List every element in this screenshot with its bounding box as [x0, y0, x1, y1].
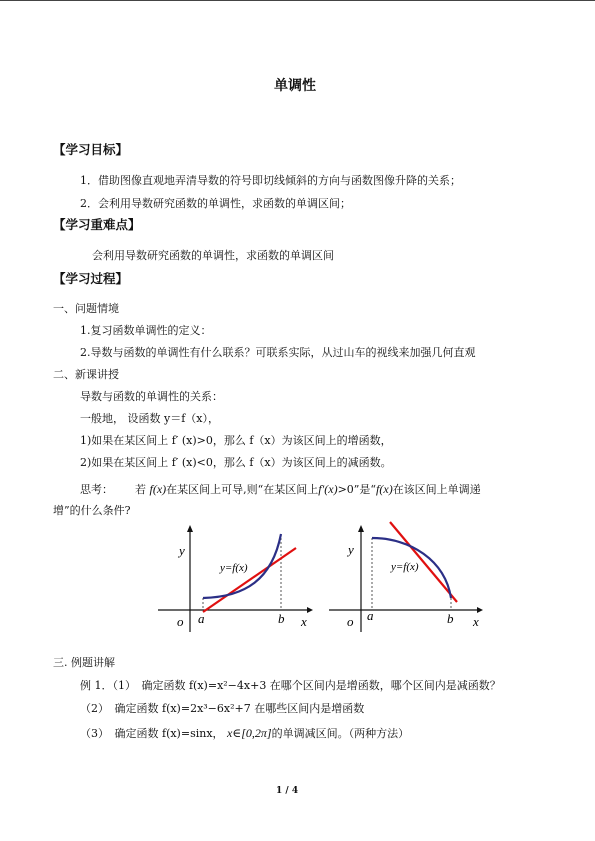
part1-item-1: 1.复习函数单调性的定义：: [80, 324, 212, 337]
example-1-2: （2） 确定函数 f(x)=2x³−6x²+7 在哪些区间内是增函数: [80, 702, 365, 715]
example-1-3-prefix: （3） 确定函数 f(x)=sinx，: [80, 727, 224, 740]
part2-heading: 二、新课讲授: [53, 368, 119, 381]
b-label: b: [447, 611, 454, 626]
process-heading: 【学习过程】: [53, 271, 129, 286]
top-border-line: [0, 0, 595, 1]
curve-label: y=f(x): [220, 562, 248, 574]
origin-label: o: [347, 614, 354, 629]
curve-label: y=f(x): [391, 561, 419, 573]
x-axis-arrow: [307, 607, 313, 613]
fx-expression-2: f(x): [376, 482, 393, 496]
think-text-4: 增”的什么条件?: [53, 504, 131, 517]
key-points-heading: 【学习重难点】: [53, 217, 141, 232]
think-text-1: 在某区间上可导,则“在某区间上: [166, 483, 319, 496]
think-text-2: >0”是“: [337, 483, 377, 496]
a-label: a: [198, 611, 205, 626]
key-points-text: 会利用导数研究函数的单调性，求函数的单调区间: [92, 249, 334, 262]
goals-heading: 【学习目标】: [53, 142, 129, 157]
x-axis-arrow: [477, 607, 483, 613]
y-label: y: [348, 542, 354, 557]
page-title: 单调性: [274, 78, 316, 94]
think-ruo: 若: [135, 483, 146, 496]
part2-line-2: 一般地， 设函数 y＝f（x），: [80, 412, 219, 425]
part1-item-2: 2.导数与函数的单调性有什么联系？可联系实际，从过山车的视线来加强几何直观: [80, 346, 476, 359]
example-1-3-suffix: 的单调减区间。（两种方法）: [271, 727, 410, 740]
think-label: 思考：: [80, 483, 113, 496]
b-label: b: [278, 611, 285, 626]
y-label: y: [179, 543, 185, 558]
page-number: 1 / 4: [276, 786, 299, 796]
part2-line-3: 1)如果在某区间上 f′ (x)>0，那么 f（x）为该区间上的增函数，: [80, 434, 392, 447]
fx-expression: f(x): [149, 482, 167, 496]
fpx-expression: f′(x): [318, 482, 338, 496]
x-label: x: [473, 614, 479, 629]
part3-heading: 三. 例题讲解: [53, 656, 115, 669]
part2-line-1: 导数与函数的单调性的关系：: [80, 390, 223, 403]
figure-decreasing: [325, 520, 490, 635]
figure-increasing: [150, 520, 315, 635]
example-1-1: 例 1．（1） 确定函数 f(x)=x²−4x+3 在哪个区间内是增函数，哪个区间内是减函数？: [80, 679, 501, 692]
interval-expression: x∈[0,2π]: [227, 726, 272, 740]
x-label: x: [301, 614, 307, 629]
goal-item-2: 2．会利用导数研究函数的单调性，求函数的单调区间；: [80, 197, 351, 210]
tangent-line: [203, 548, 296, 612]
y-axis-arrow: [187, 525, 193, 532]
part1-heading: 一、问题情境: [53, 302, 119, 315]
origin-label: o: [177, 614, 184, 629]
example-1-3: [80, 726, 409, 741]
a-label: a: [367, 608, 374, 623]
y-axis-arrow: [358, 525, 364, 532]
goal-item-1: 1．借助图像直观地弄清导数的符号即切线倾斜的方向与函数图像升降的关系；: [80, 174, 461, 187]
think-paragraph: [80, 482, 481, 497]
part2-line-4: 2)如果在某区间上 f′ (x)<0，那么 f（x）为该区间上的减函数。: [80, 456, 392, 469]
think-text-3: 在该区间上单调递: [392, 483, 481, 496]
